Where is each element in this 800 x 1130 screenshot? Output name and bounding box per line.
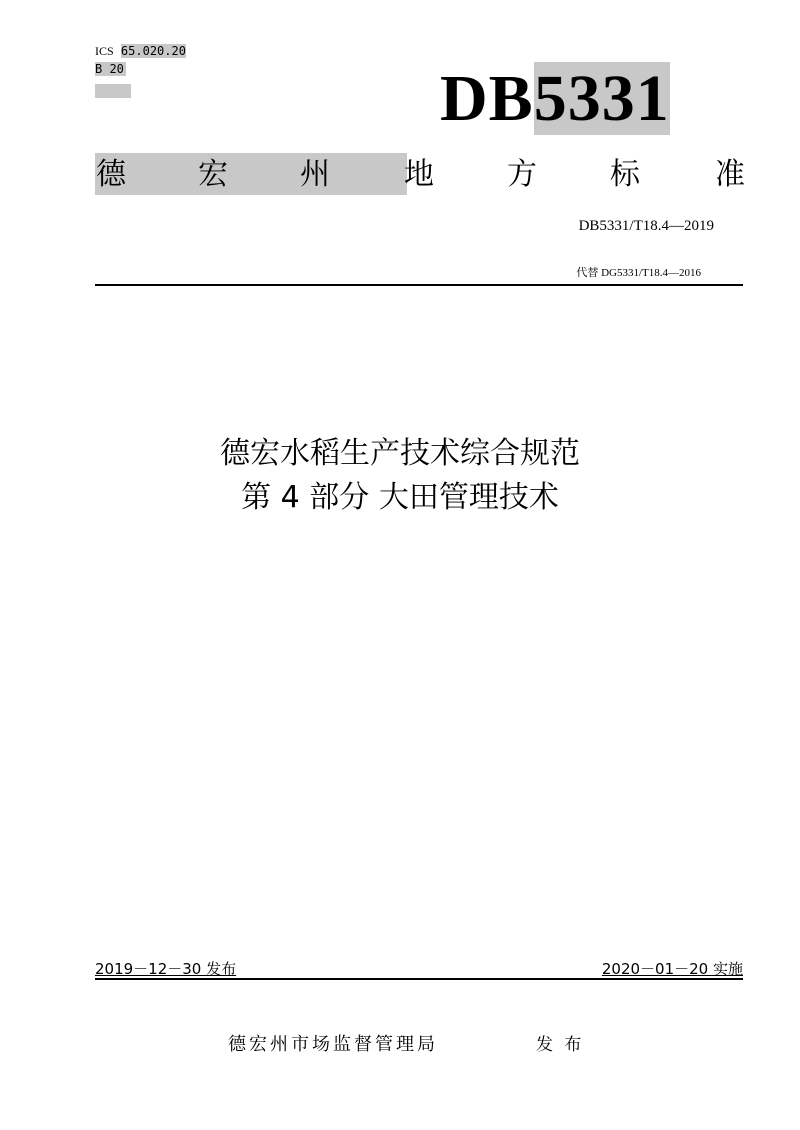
- ics-line: [95, 44, 186, 58]
- implement-date: 2020－01－20 实施: [601, 960, 743, 978]
- bottom-rule: [95, 978, 743, 980]
- replaces-note: 代替 DG5331/T18.4—2016: [576, 267, 701, 279]
- blank-field: [95, 84, 131, 98]
- main-title: 德宏水稻生产技术综合规范: [220, 436, 580, 471]
- ccs-code: B 20: [95, 62, 124, 76]
- db-mark: [440, 62, 670, 136]
- standard-number: DB5331/T18.4—2019: [578, 218, 714, 234]
- doc-type-char-4: 地: [404, 157, 434, 192]
- doc-type-char-5: 方: [507, 157, 537, 192]
- subtitle: 第 4 部分 大田管理技术: [241, 480, 559, 515]
- doc-type-char-3: 州: [300, 157, 330, 192]
- doc-type-char-1: 德: [96, 157, 126, 192]
- top-rule: [95, 284, 743, 286]
- db-prefix: DB: [440, 62, 534, 135]
- ics-label: ICS: [95, 44, 114, 58]
- doc-type-row: [0, 157, 800, 197]
- publisher-org: 德宏州市场监督管理局: [228, 1034, 438, 1055]
- publisher-action: 发 布: [536, 1035, 585, 1055]
- db-number: 5331: [533, 62, 670, 135]
- doc-type-char-7: 准: [715, 157, 745, 192]
- doc-type-char-2: 宏: [198, 157, 228, 192]
- ics-code: 65.020.20: [120, 44, 186, 58]
- doc-type-char-6: 标: [610, 157, 640, 192]
- issue-date: 2019－12－30 发布: [95, 960, 237, 978]
